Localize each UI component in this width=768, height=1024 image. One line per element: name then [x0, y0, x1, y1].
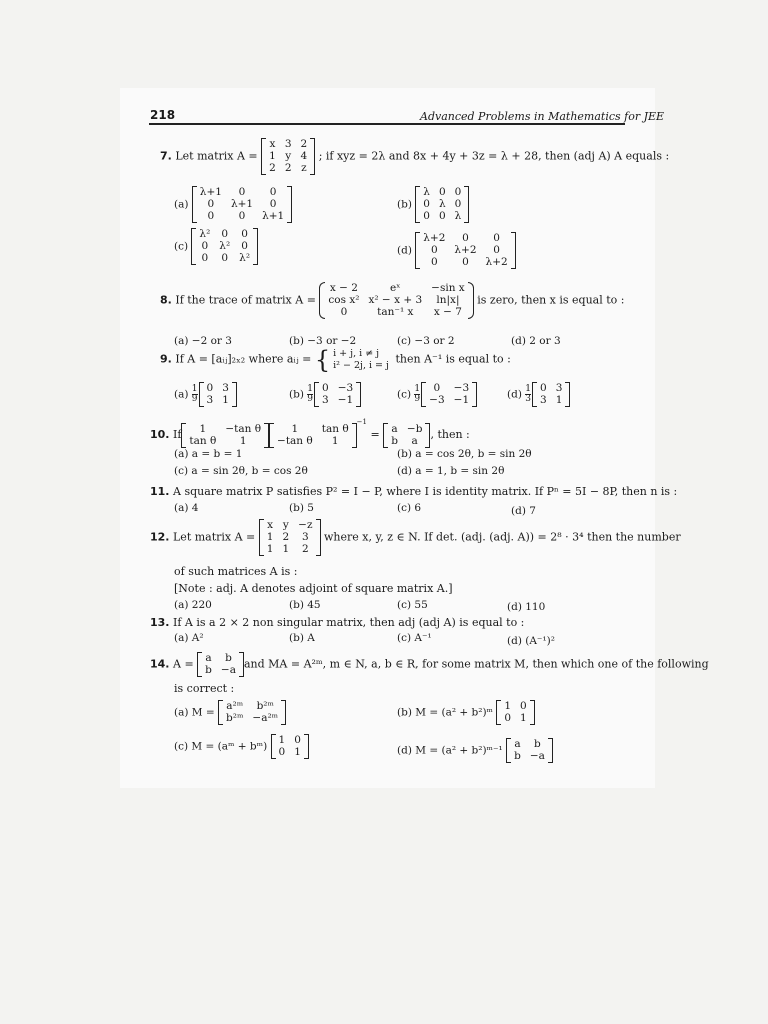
- matrix-right-bracket: [232, 382, 237, 407]
- matrix-cell: 2: [301, 543, 309, 555]
- matrix-cell: 3: [540, 394, 547, 406]
- matrix-cell: a: [391, 422, 398, 435]
- matrix-cell: −3: [429, 394, 445, 406]
- matrix-cell: 0: [269, 198, 277, 210]
- matrix-cell: 2: [282, 531, 290, 543]
- question-7: 7. Let matrix A = x 3 2 1 y 4 2 2 z ; if xyz = 2λ and 8x + 4y + 3z = λ + 28, then (adj A) A equals :: [160, 138, 670, 174]
- matrix-cell: −3: [337, 382, 354, 394]
- matrix-cell: x: [267, 519, 274, 531]
- question-11: 11. A square matrix P satisfies P² = I − P, where I is identity matrix. If Pⁿ = 5I − 8P, then n is :: [150, 485, 678, 498]
- matrix-cell: 0: [493, 244, 500, 256]
- matrix-right-bracket: [565, 382, 570, 407]
- matrix-cell: 0: [504, 712, 512, 724]
- matrix-grid: [186, 423, 264, 448]
- matrix-cell: 0: [201, 252, 209, 264]
- matrix-cell: −sin x: [431, 282, 465, 294]
- matrix-cell: a²ᵐ: [226, 700, 244, 712]
- matrix-cell: −1: [337, 394, 354, 406]
- q12-option-a[interactable]: (a) 220: [174, 599, 212, 611]
- matrix-right-bracket: [356, 382, 361, 407]
- q9-option-d[interactable]: (d) $\frac{1}{3}$ 0 3 3 1: [507, 382, 570, 407]
- matrix-cell: 0: [430, 244, 438, 256]
- matrix-cell: 0: [430, 256, 438, 268]
- matrix-right-bracket: [310, 138, 315, 175]
- matrix-cell: 1: [555, 394, 563, 406]
- matrix-grid: [266, 138, 310, 175]
- matrix-cell: b: [533, 738, 541, 750]
- matrix-cell: b²ᵐ: [226, 712, 244, 724]
- matrix-cell: 2: [300, 138, 308, 150]
- matrix-cell: 0: [278, 746, 286, 758]
- matrix-cell: −a²ᵐ: [252, 712, 279, 724]
- q8-option-b[interactable]: (b) −3 or −2: [289, 335, 357, 347]
- matrix-cell: λ+2: [485, 256, 508, 268]
- matrix-cell: 1: [291, 422, 299, 435]
- matrix-cell: 3: [222, 382, 229, 394]
- matrix-cell: b: [225, 652, 232, 664]
- matrix-cell: 0: [238, 186, 246, 198]
- matrix-cell: a: [514, 738, 521, 750]
- q9-option-c[interactable]: (c) $\frac{1}{9}$ 0 −3 −3 −1: [397, 382, 477, 407]
- q10-option-c[interactable]: (c) a = sin 2θ, b = cos 2θ: [174, 465, 308, 477]
- q12-option-c[interactable]: (c) 55: [397, 599, 428, 611]
- matrix-right-bracket: [281, 700, 286, 725]
- matrix-cell: 1: [222, 394, 229, 406]
- matrix-cell: ln|x|: [436, 294, 460, 306]
- matrix-grid: [501, 700, 529, 725]
- q8-matrix: [319, 282, 473, 319]
- q9-cases: { i + j, i ≠ j i² − 2j, i = j: [314, 345, 389, 374]
- matrix-right-bracket: [530, 700, 535, 725]
- matrix-cell: 0: [433, 382, 441, 394]
- matrix-grid: [319, 382, 356, 407]
- matrix-grid: [388, 423, 425, 448]
- q11-option-b[interactable]: (b) 5: [289, 502, 314, 514]
- matrix-cell: 0: [462, 256, 469, 268]
- matrix-right-bracket: [472, 382, 477, 407]
- matrix-cell: 3: [284, 138, 292, 150]
- q13-option-c[interactable]: (c) A⁻¹: [397, 632, 432, 644]
- matrix-cell: 1: [266, 543, 274, 555]
- question-8: 8. If the trace of matrix A = x − 2 eˣ −sin x cos x² x² − x + 3 ln|x| 0 tan⁻¹ x x − 7 is zero, then x is equal to :: [160, 282, 625, 318]
- matrix-right-bracket: [304, 734, 309, 759]
- matrix-cell: λ: [454, 210, 462, 222]
- question-10: 10. If 1 −tan θ tan θ 1 1 tan θ −tan θ 1 $^{-1}$ = a −b b a , then :: [150, 418, 470, 447]
- matrix-grid: [197, 186, 287, 223]
- matrix-cell: y: [285, 150, 292, 162]
- matrix-cell: λ²: [239, 252, 251, 264]
- matrix-cell: 1: [294, 746, 301, 758]
- q14-option-c[interactable]: (c) M = (aᵐ + bᵐ) 1 0 0 1: [174, 734, 309, 759]
- matrix-cell: 4: [300, 150, 308, 162]
- q14-option-a[interactable]: (a) M = a²ᵐ b²ᵐ b²ᵐ −a²ᵐ: [174, 700, 286, 725]
- q12-line2: of such matrices A is :: [174, 565, 298, 578]
- book-title: Advanced Problems in Mathematics for JEE: [420, 110, 665, 123]
- matrix-cell: λ+1: [199, 186, 222, 198]
- q14-option-b[interactable]: (b) M = (a² + b²)ᵐ 1 0 0 1: [397, 700, 535, 725]
- matrix-cell: λ+2: [454, 244, 477, 256]
- q7-matrix: [261, 138, 315, 175]
- matrix-cell: tan θ: [321, 422, 349, 435]
- matrix-grid: [325, 282, 467, 319]
- matrix-right-bracket: [253, 228, 258, 265]
- matrix-cell: 0: [438, 210, 446, 222]
- matrix-cell: 1: [269, 150, 276, 162]
- header-rule: [149, 123, 625, 125]
- matrix-grid: [537, 382, 565, 407]
- matrix-cell: −z: [298, 519, 313, 531]
- q12-matrix: [259, 519, 321, 556]
- matrix-cell: 0: [340, 306, 348, 318]
- q10-option-a[interactable]: (a) a = b = 1: [174, 448, 243, 460]
- q13-option-a[interactable]: (a) A²: [174, 632, 204, 644]
- matrix-grid: [274, 423, 352, 448]
- matrix-cell: −b: [406, 422, 423, 435]
- q14-line2: is correct :: [174, 682, 235, 695]
- q12-note: [Note : adj. A denotes adjoint of square matrix A.]: [174, 582, 453, 595]
- matrix-cell: 3: [322, 394, 329, 406]
- q8-option-c[interactable]: (c) −3 or 2: [397, 335, 455, 347]
- q12-option-d[interactable]: (d) 110: [507, 601, 546, 613]
- matrix-grid: [264, 519, 316, 556]
- matrix-cell: 0: [241, 240, 248, 252]
- matrix-cell: a: [205, 652, 212, 664]
- matrix-right-bracket: [511, 232, 516, 269]
- q8-option-d[interactable]: (d) 2 or 3: [511, 335, 561, 347]
- matrix-cell: −1: [453, 394, 470, 406]
- matrix-cell: b: [391, 434, 398, 447]
- q13-option-d[interactable]: (d) (A⁻¹)²: [507, 635, 555, 647]
- matrix-cell: x − 7: [433, 306, 462, 318]
- q10-option-d[interactable]: (d) a = 1, b = sin 2θ: [397, 465, 505, 477]
- matrix-cell: 0: [438, 186, 446, 198]
- matrix-cell: 0: [221, 228, 229, 240]
- matrix-cell: 3: [206, 394, 214, 406]
- matrix-cell: z: [301, 162, 307, 174]
- question-12: 12. Let matrix A = x y −z 1 2 3 1 1 2 where x, y, z ∈ N. If det. (adj. (adj. A)) = 2⁸ · 3⁴ then the number: [150, 519, 681, 555]
- matrix-cell: 0: [206, 382, 214, 394]
- matrix-cell: b: [514, 750, 521, 762]
- matrix-cell: 1: [520, 712, 527, 724]
- matrix-cell: 0: [269, 186, 277, 198]
- matrix-cell: 0: [322, 382, 329, 394]
- matrix-cell: 2: [284, 162, 292, 174]
- matrix-cell: 1: [266, 531, 274, 543]
- matrix-cell: 0: [241, 228, 248, 240]
- q14-option-d[interactable]: (d) M = (a² + b²)ᵐ⁻¹ a b b −a: [397, 738, 553, 763]
- matrix-cell: 1: [504, 700, 512, 712]
- matrix-cell: b: [205, 664, 212, 676]
- matrix-cell: x − 2: [329, 282, 358, 294]
- matrix-cell: b²ᵐ: [256, 700, 274, 712]
- question-13: 13. If A is a 2 × 2 non singular matrix, then adj (adj A) is equal to :: [150, 616, 525, 629]
- matrix-cell: 0: [423, 210, 430, 222]
- matrix-grid: [426, 382, 472, 407]
- q10-option-b[interactable]: (b) a = cos 2θ, b = sin 2θ: [397, 448, 532, 460]
- matrix-cell: −tan θ: [225, 422, 262, 435]
- matrix-cell: x: [269, 138, 276, 150]
- matrix-cell: 0: [207, 198, 215, 210]
- matrix-grid: [202, 652, 239, 677]
- matrix-cell: 3: [555, 382, 563, 394]
- matrix-grid: [511, 738, 548, 763]
- matrix-cell: x² − x + 3: [368, 294, 423, 306]
- matrix-cell: 0: [207, 210, 215, 222]
- matrix-cell: tan⁻¹ x: [377, 306, 414, 318]
- matrix-cell: 0: [520, 700, 527, 712]
- q11-option-c[interactable]: (c) 6: [397, 502, 422, 514]
- matrix-cell: 1: [278, 734, 286, 746]
- matrix-cell: 0: [221, 252, 229, 264]
- matrix-cell: −3: [453, 382, 470, 394]
- matrix-right-bracket: [464, 186, 469, 223]
- matrix-cell: λ²: [199, 228, 211, 240]
- matrix-cell: −a: [220, 664, 236, 676]
- matrix-cell: 1: [239, 434, 247, 447]
- matrix-right-bracket: [287, 186, 292, 223]
- matrix-cell: 0: [462, 232, 469, 244]
- matrix-cell: λ²: [219, 240, 231, 252]
- q8-option-a[interactable]: (a) −2 or 3: [174, 335, 232, 347]
- matrix-cell: 0: [294, 734, 301, 746]
- matrix-right-bracket: [352, 423, 357, 448]
- matrix-grid: [204, 382, 232, 407]
- matrix-grid: [276, 734, 304, 759]
- matrix-cell: 0: [454, 186, 462, 198]
- q7-option-c[interactable]: (c) λ² 0 0 0 λ² 0 0 0 λ²: [174, 228, 258, 265]
- matrix-cell: tan θ: [189, 434, 217, 447]
- matrix-cell: y: [282, 519, 289, 531]
- question-9: 9. If A = [aᵢⱼ]₂ₓ₂ where aᵢⱼ = { i + j, i ≠ j i² − 2j, i = j then A⁻¹ is equal to :: [160, 345, 511, 374]
- matrix-cell: −tan θ: [277, 434, 313, 447]
- matrix-cell: λ+1: [230, 198, 254, 210]
- matrix-cell: cos x²: [328, 294, 360, 306]
- matrix-cell: 0: [423, 198, 430, 210]
- matrix-right-bracket: [468, 282, 474, 319]
- matrix-cell: λ: [423, 186, 430, 198]
- matrix-cell: 0: [201, 240, 209, 252]
- matrix-cell: 1: [331, 434, 339, 447]
- matrix-cell: 2: [269, 162, 276, 174]
- matrix-cell: 0: [540, 382, 547, 394]
- matrix-cell: eˣ: [389, 282, 401, 294]
- matrix-grid: [420, 232, 510, 269]
- q13-option-b[interactable]: (b) A: [289, 632, 315, 644]
- matrix-right-bracket: [316, 519, 321, 556]
- q9-option-a[interactable]: (a) $\frac{1}{9}$ 0 3 3 1: [174, 382, 237, 407]
- q7-option-a[interactable]: (a) λ+1 0 0 0 λ+1 0 0 0 λ+1: [174, 186, 292, 223]
- matrix-cell: 0: [454, 198, 462, 210]
- matrix-grid: [420, 186, 464, 223]
- matrix-cell: 0: [493, 232, 500, 244]
- matrix-right-bracket: [548, 738, 553, 763]
- matrix-grid: [223, 700, 281, 725]
- q12-option-b[interactable]: (b) 45: [289, 599, 321, 611]
- q7-option-d[interactable]: (d) λ+2 0 0 0 λ+2 0 0 0 λ+2: [397, 232, 516, 269]
- matrix-cell: 1: [199, 422, 207, 435]
- page-number: 218: [150, 108, 176, 122]
- matrix-cell: 3: [301, 531, 309, 543]
- q11-option-d[interactable]: (d) 7: [511, 505, 536, 517]
- q9-option-b[interactable]: (b) $\frac{1}{9}$ 0 −3 3 −1: [289, 382, 361, 407]
- matrix-cell: a: [411, 434, 418, 447]
- q11-option-a[interactable]: (a) 4: [174, 502, 199, 514]
- matrix-cell: λ+2: [423, 232, 446, 244]
- q7-option-b[interactable]: (b) λ 0 0 0 λ 0 0 0 λ: [397, 186, 469, 223]
- matrix-cell: 0: [238, 210, 246, 222]
- matrix-cell: λ: [438, 198, 446, 210]
- matrix-cell: −a: [529, 750, 545, 762]
- matrix-cell: λ+1: [262, 210, 285, 222]
- matrix-cell: 1: [282, 543, 290, 555]
- question-14: 14. A = a b b −a and MA = A²ᵐ, m ∈ N, a, b ∈ R, for some matrix M, then which one of the following: [150, 652, 709, 676]
- matrix-grid: [196, 228, 253, 265]
